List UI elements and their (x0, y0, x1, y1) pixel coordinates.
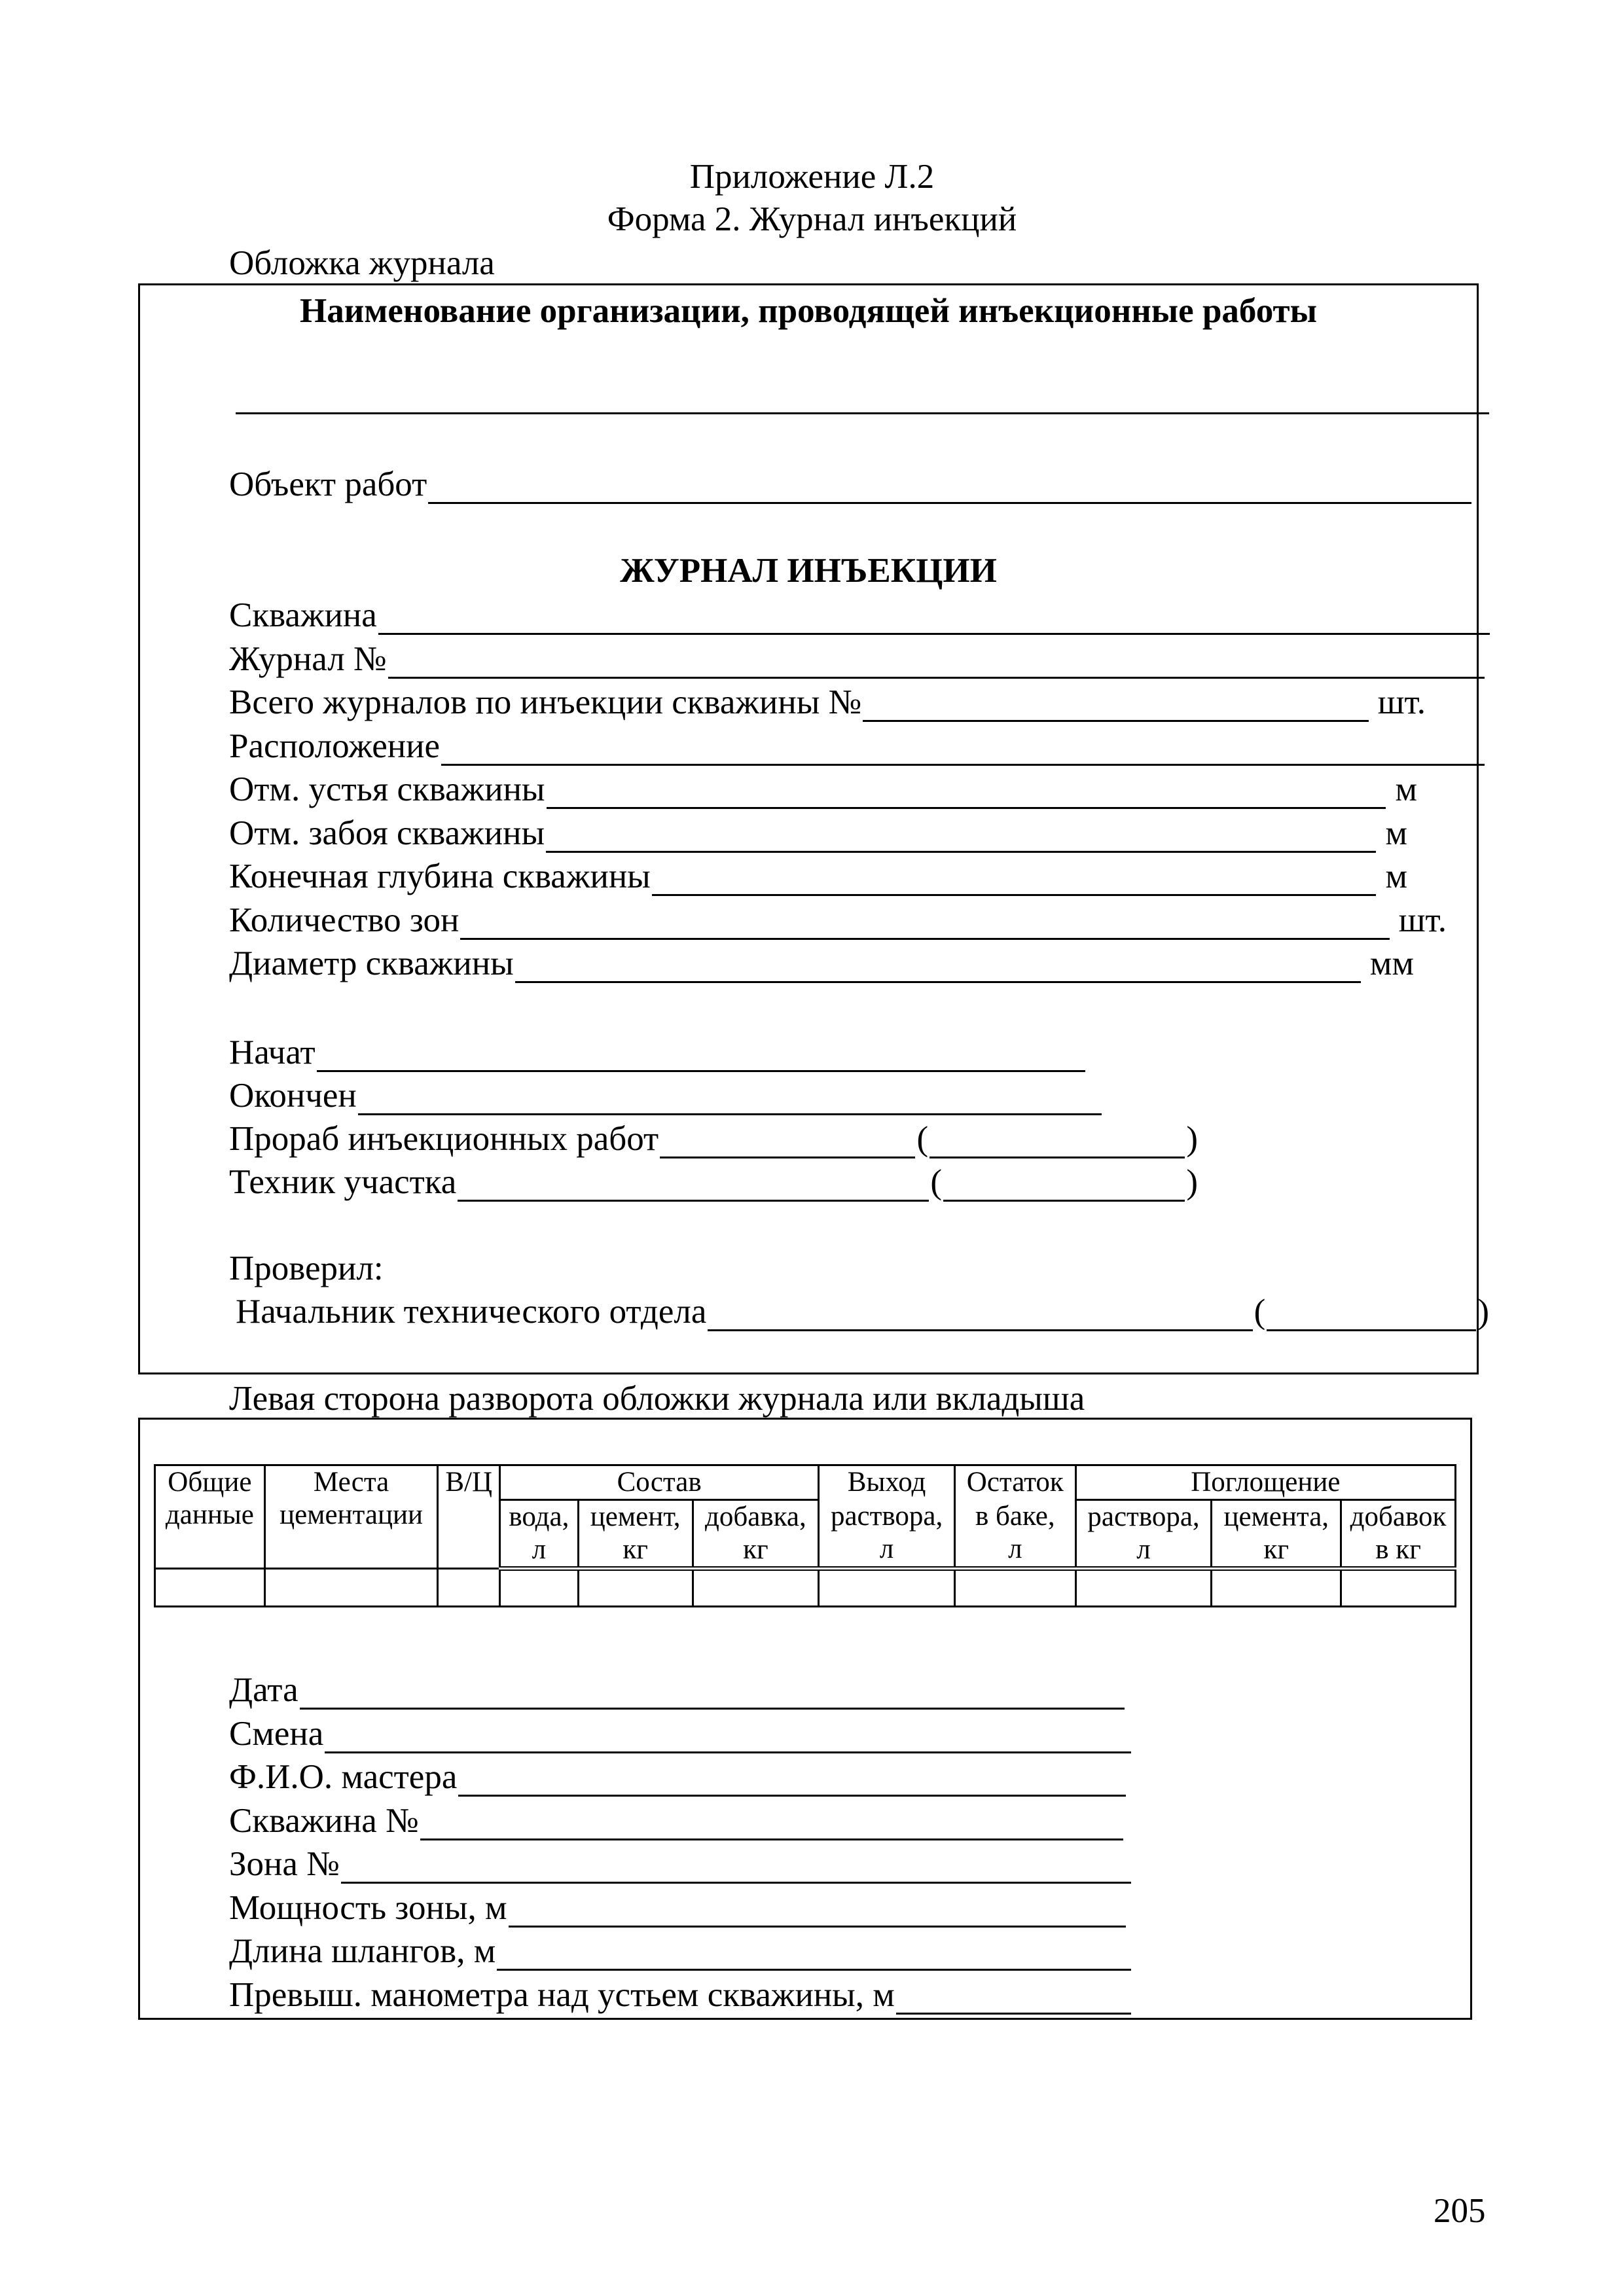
subheader-cell (1212, 1500, 1341, 1569)
cover-field-input-line[interactable] (546, 821, 1376, 853)
subheader-line: л (1136, 1534, 1151, 1565)
cover-field (229, 857, 1407, 896)
insert-field-input-line[interactable] (300, 1677, 1125, 1710)
started-label: Начат (229, 1033, 316, 1071)
cover-field-label: Отм. забоя скважины (229, 814, 545, 852)
finished-field (229, 1076, 1103, 1115)
cover-field (229, 596, 1491, 635)
injection-table (154, 1464, 1456, 1607)
started-field (229, 1033, 1087, 1072)
organization-name-line[interactable] (236, 412, 1489, 414)
cover-field-label: Скважина (229, 596, 377, 634)
subheader-line: л (532, 1534, 547, 1565)
table-cell[interactable] (1075, 1569, 1212, 1607)
insert-field-input-line[interactable] (896, 1982, 1131, 2015)
subheader-line: добавок (1350, 1501, 1447, 1532)
technician-close-paren: ) (1186, 1163, 1198, 1201)
cover-field-label: Всего журналов по инъекции скважины № (229, 683, 862, 721)
head-name-line[interactable] (1267, 1299, 1476, 1331)
insert-field (229, 1844, 1132, 1884)
cover-field-label: Журнал № (229, 639, 387, 678)
subheader-line: в кг (1375, 1534, 1421, 1565)
cover-field (229, 639, 1486, 679)
insert-field (229, 1801, 1125, 1840)
head-signature-field (236, 1292, 1489, 1331)
subheader-cell (1341, 1500, 1456, 1569)
subheader-line: л (1008, 1533, 1022, 1564)
table-cell[interactable] (264, 1569, 438, 1607)
foreman-name-line[interactable] (929, 1126, 1185, 1158)
subheader-line: в баке, (975, 1500, 1055, 1532)
head-label: Начальник технического отдела (236, 1293, 707, 1331)
insert-field (229, 1757, 1127, 1797)
technician-name-line[interactable] (943, 1170, 1185, 1202)
finished-input-line[interactable] (358, 1083, 1102, 1115)
cover-field-input-line[interactable] (863, 690, 1369, 722)
technician-label: Техник участка (229, 1163, 457, 1201)
subheader-line: кг (1263, 1534, 1290, 1565)
form-title: Форма 2. Журнал инъекций (607, 200, 1017, 238)
insert-field-input-line[interactable] (420, 1808, 1123, 1840)
subheader-line: кг (623, 1534, 648, 1565)
insert-field-label: Превыш. манометра над устьем скважины, м (229, 1975, 895, 2014)
subheader-cell (1075, 1500, 1212, 1569)
table-cell[interactable] (1341, 1569, 1456, 1607)
cover-field-label: Конечная глубина скважины (229, 857, 651, 895)
subheader-line: цемент, (590, 1501, 681, 1532)
cover-field-label: Отм. устья скважины (229, 770, 545, 808)
insert-field-input-line[interactable] (509, 1895, 1126, 1928)
cover-field-unit: м (1395, 770, 1417, 808)
cover-field-unit: м (1385, 857, 1407, 895)
table-cell[interactable] (954, 1569, 1075, 1607)
insert-field (229, 1931, 1132, 1971)
appendix-label: Приложение Л.2 (689, 158, 935, 196)
table-cell[interactable] (1212, 1569, 1341, 1607)
cover-field-input-line[interactable] (547, 777, 1386, 809)
cover-field-input-line[interactable] (652, 864, 1377, 896)
technician-signature-field (229, 1162, 1198, 1202)
insert-field (229, 1670, 1126, 1710)
cover-field (229, 770, 1417, 809)
insert-field-input-line[interactable] (325, 1721, 1131, 1753)
head-signature-line[interactable] (708, 1299, 1252, 1331)
header-general-line-1: Общие (168, 1467, 252, 1498)
cover-field (229, 683, 1426, 722)
object-input-line[interactable] (428, 472, 1471, 504)
insert-field-label: Зона № (229, 1845, 340, 1883)
cover-field (229, 944, 1414, 983)
cover-field-input-line[interactable] (460, 908, 1389, 940)
cover-field (229, 814, 1407, 853)
subheader-cell (500, 1500, 579, 1569)
table-cell[interactable] (693, 1569, 819, 1607)
header-wc: В/Ц (438, 1465, 500, 1569)
cover-field-input-line[interactable] (378, 603, 1490, 635)
table-cell[interactable] (155, 1569, 265, 1607)
insert-section-label: Левая сторона разворота обложки журнала или вкладыша (229, 1380, 1085, 1418)
insert-field (229, 1714, 1132, 1753)
technician-signature-line[interactable] (458, 1170, 929, 1202)
table-cell[interactable] (500, 1569, 579, 1607)
cover-field-input-line[interactable] (441, 734, 1485, 766)
insert-field (229, 1975, 1132, 2015)
insert-field-label: Скважина № (229, 1801, 419, 1840)
header-general (155, 1465, 265, 1569)
cover-section-label: Обложка журнала (229, 244, 495, 282)
cover-field-label: Расположение (229, 726, 441, 765)
header-places (264, 1465, 438, 1569)
subheader-line: кг (743, 1534, 768, 1565)
cover-field (229, 726, 1486, 766)
cover-field (229, 901, 1447, 940)
technician-open-paren: ( (930, 1163, 943, 1201)
cover-field-input-line[interactable] (515, 951, 1361, 983)
header-general-line-2: данные (165, 1499, 254, 1530)
subheader-cell (578, 1500, 693, 1569)
cover-field-label: Диаметр скважины (229, 944, 514, 982)
header-places-line-2: цементации (280, 1499, 423, 1530)
subheader-line: добавка, (705, 1501, 806, 1532)
foreman-close-paren: ) (1186, 1120, 1198, 1158)
subheader-line: раствора, (830, 1500, 943, 1532)
subheader-cell (693, 1500, 819, 1569)
table-row (155, 1569, 1456, 1607)
journal-title: ЖУРНАЛ ИНЪЕКЦИИ (620, 552, 997, 590)
header-output: Выход (819, 1465, 955, 1500)
object-field (229, 465, 1473, 504)
table-cell[interactable] (438, 1569, 500, 1607)
header-remainder: Остаток (954, 1465, 1075, 1500)
foreman-signature-field (229, 1119, 1198, 1158)
cover-field-unit: шт. (1377, 683, 1426, 721)
subheader-line: раствора, (1087, 1501, 1200, 1532)
header-places-line-1: Места (313, 1467, 389, 1498)
cover-field-input-line[interactable] (388, 647, 1485, 679)
subheader-cell (819, 1500, 955, 1569)
insert-field-label: Длина шлангов, м (229, 1932, 496, 1970)
insert-field-label: Ф.И.О. мастера (229, 1758, 458, 1796)
table-header-row-1 (155, 1465, 1456, 1500)
organization-heading: Наименование организации, проводящей инъекционные работы (300, 292, 1317, 330)
head-open-paren: ( (1254, 1293, 1266, 1331)
object-label: Объект работ (229, 465, 427, 503)
subheader-line: л (879, 1533, 894, 1564)
header-composition: Состав (500, 1465, 819, 1500)
insert-field-label: Мощность зоны, м (229, 1888, 507, 1927)
foreman-label: Прораб инъекционных работ (229, 1120, 659, 1158)
started-input-line[interactable] (317, 1040, 1085, 1072)
foreman-signature-line[interactable] (660, 1126, 915, 1158)
finished-label: Окончен (229, 1077, 357, 1115)
insert-field-input-line[interactable] (458, 1765, 1126, 1797)
head-close-paren: ) (1477, 1293, 1489, 1331)
subheader-cell (954, 1500, 1075, 1569)
page-number: 205 (1434, 2192, 1486, 2230)
cover-field-label: Количество зон (229, 901, 460, 939)
checked-label: Проверил: (229, 1249, 384, 1287)
subheader-line: цемента, (1223, 1501, 1329, 1532)
insert-field (229, 1888, 1127, 1928)
insert-field-label: Смена (229, 1714, 324, 1753)
table-cell[interactable] (578, 1569, 693, 1607)
insert-field-label: Дата (229, 1671, 298, 1709)
table-cell[interactable] (819, 1569, 955, 1607)
cover-field-unit: шт. (1398, 901, 1447, 939)
cover-field-unit: мм (1369, 944, 1414, 982)
foreman-open-paren: ( (916, 1120, 929, 1158)
cover-field-unit: м (1385, 814, 1407, 852)
insert-field-input-line[interactable] (497, 1939, 1131, 1971)
insert-field-input-line[interactable] (341, 1852, 1131, 1884)
header-absorption: Поглощение (1075, 1465, 1455, 1500)
subheader-line: вода, (509, 1501, 569, 1532)
